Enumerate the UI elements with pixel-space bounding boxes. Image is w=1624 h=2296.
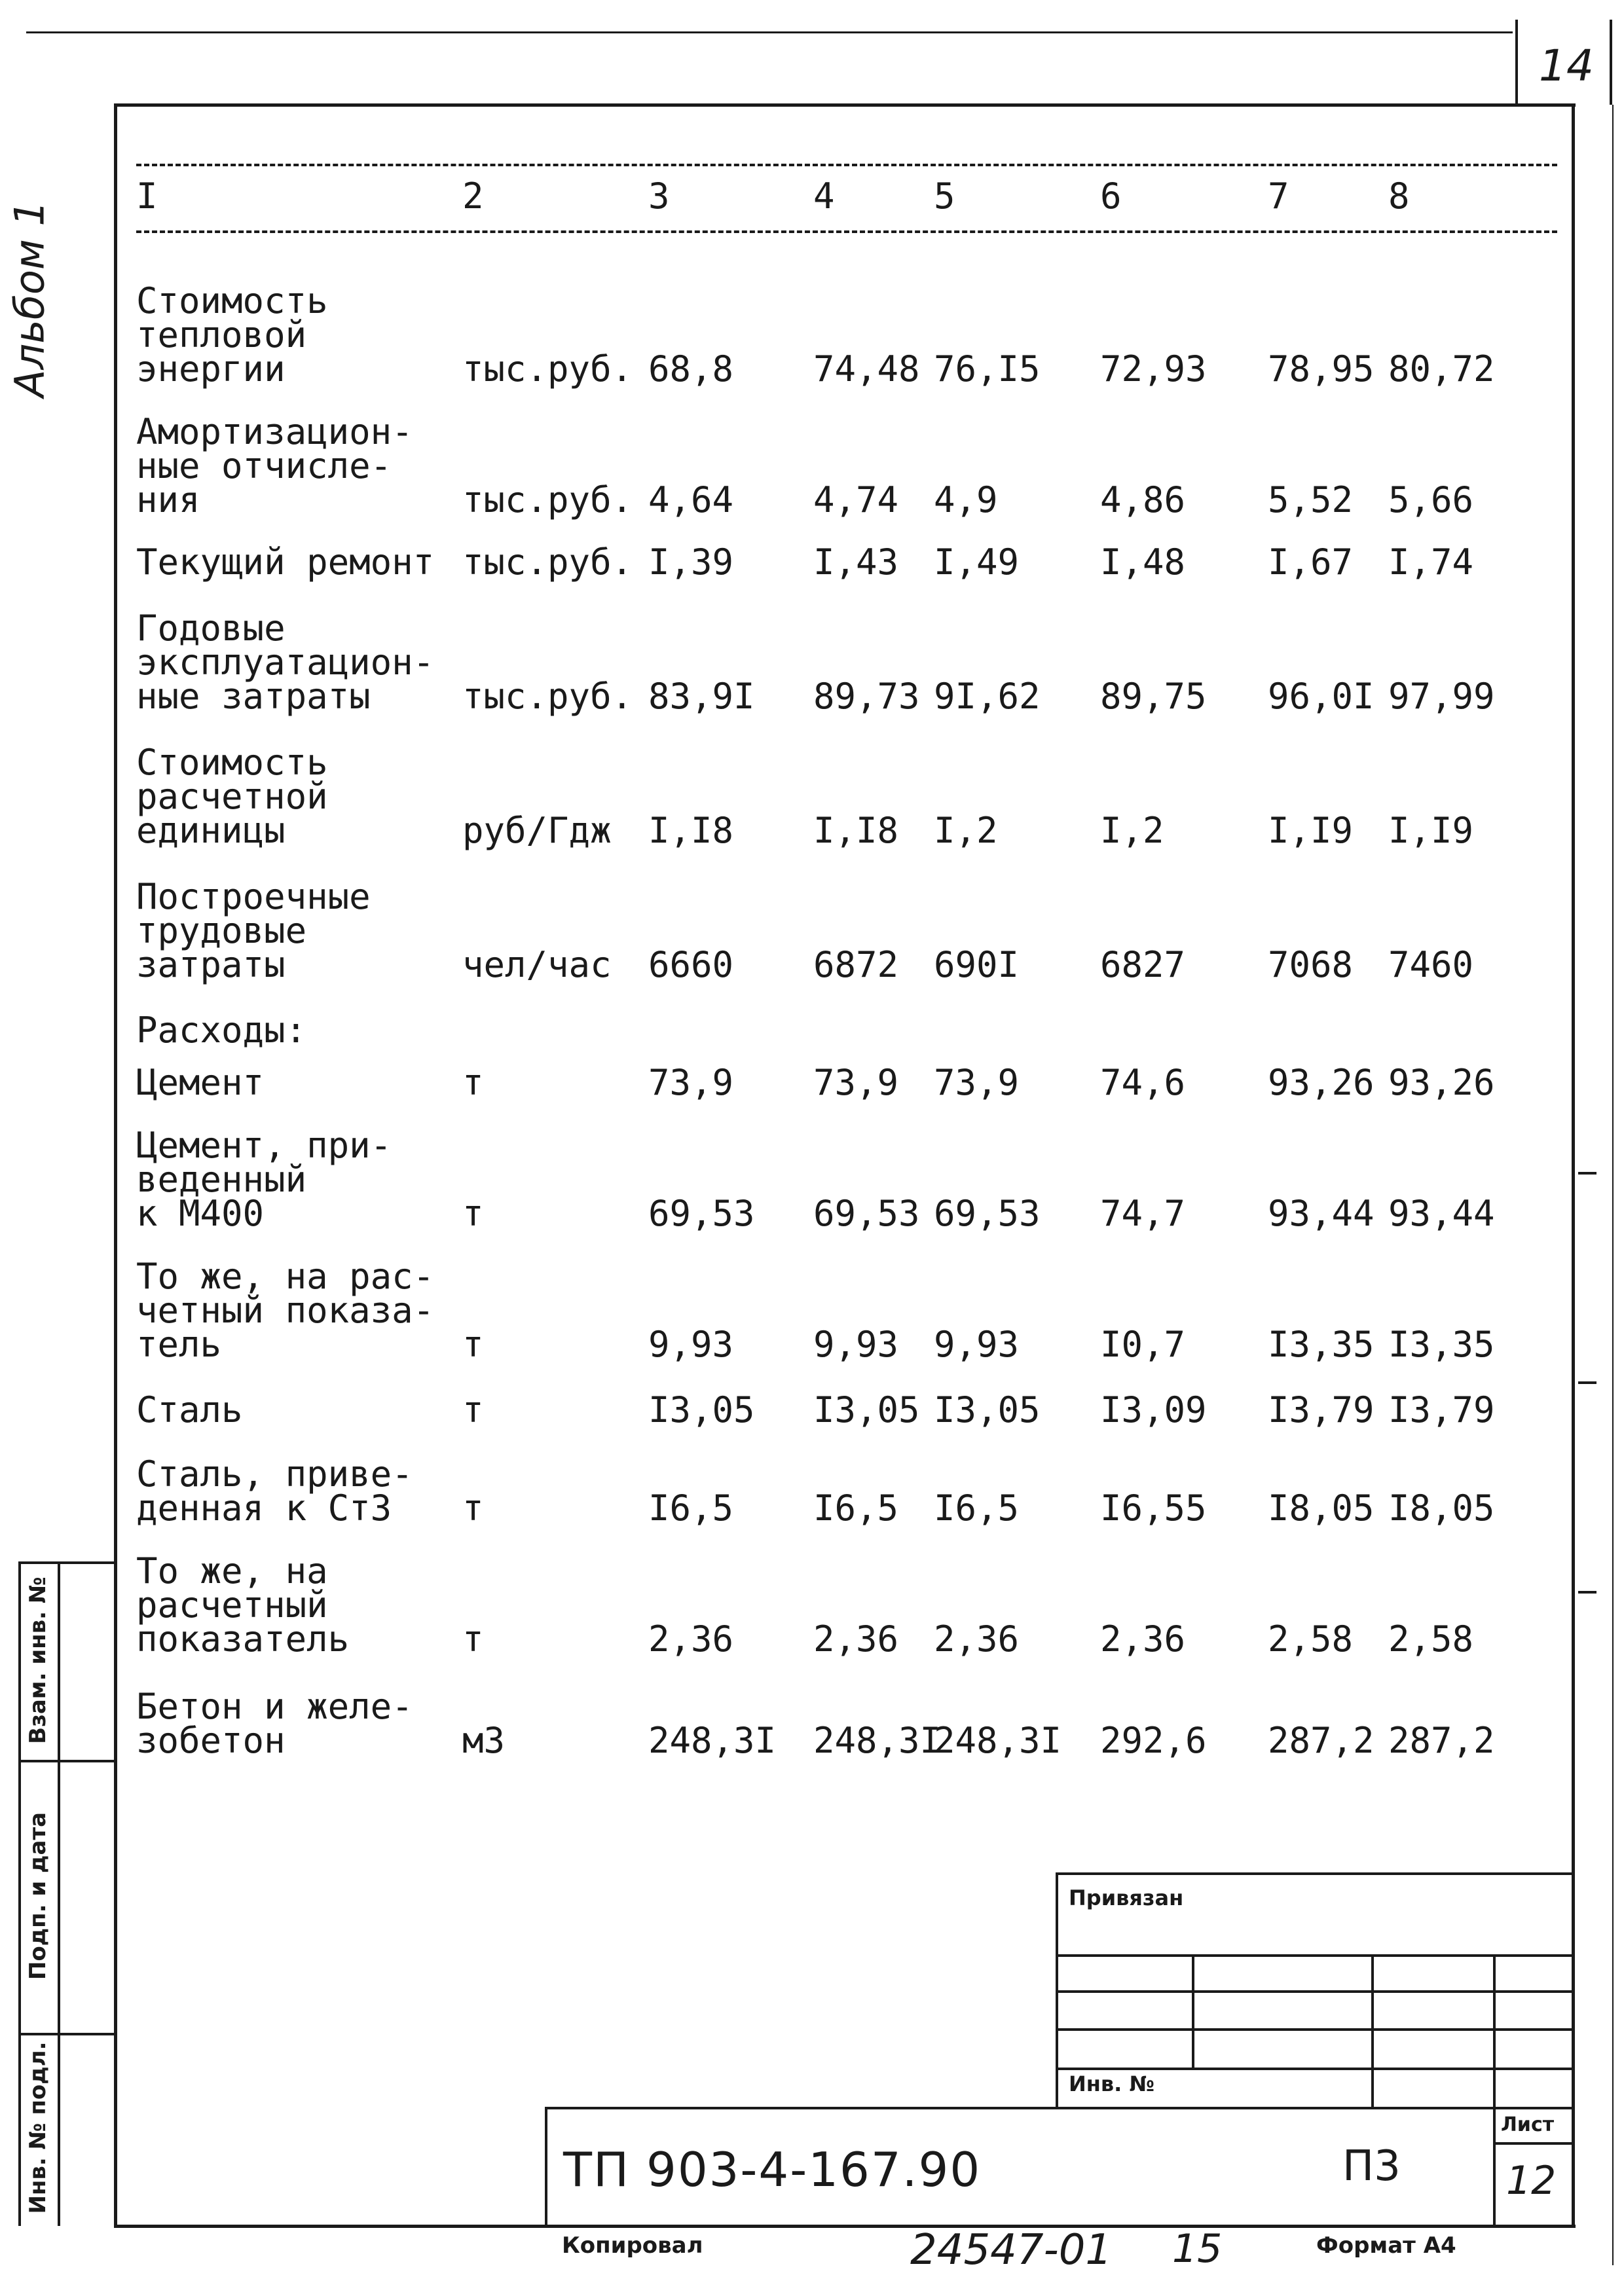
- header-cell: I: [136, 175, 158, 217]
- value-cell: 97,99: [1388, 676, 1495, 717]
- value-cell: I,2: [934, 810, 998, 851]
- value-cell: 4,9: [934, 479, 998, 520]
- value-cell: I,39: [648, 541, 734, 583]
- value-cell: 76,I5: [934, 348, 1041, 390]
- page-number-box-right: [1610, 20, 1612, 105]
- value-cell: 5,52: [1268, 479, 1354, 520]
- value-cell: I,67: [1268, 541, 1354, 583]
- sheet-number: 12: [1506, 2158, 1557, 2204]
- unit-cell: тыс.руб.: [462, 541, 633, 583]
- stamp-col-2: [1371, 1954, 1374, 2108]
- value-cell: 93,44: [1268, 1193, 1375, 1234]
- value-cell: 7068: [1268, 944, 1354, 985]
- unit-cell: м3: [462, 1720, 506, 1761]
- value-cell: 83,9I: [648, 676, 755, 717]
- sheet-box-sep: [1493, 2142, 1573, 2145]
- value-cell: 73,9: [813, 1062, 899, 1103]
- row-label: Цемент: [136, 1062, 265, 1103]
- stamp-col-3: [1493, 1954, 1496, 2108]
- header-cell: 2: [462, 175, 484, 217]
- value-cell: I,49: [934, 541, 1020, 583]
- value-cell: 6872: [813, 944, 899, 985]
- value-cell: I,74: [1388, 541, 1474, 583]
- value-cell: 89,75: [1100, 676, 1207, 717]
- value-cell: 5,66: [1388, 479, 1474, 520]
- unit-cell: тыс.руб.: [462, 479, 633, 520]
- unit-cell: т: [462, 1062, 484, 1103]
- row-label: Амортизацион- ные отчисле- ния: [136, 411, 413, 520]
- value-cell: 93,44: [1388, 1193, 1495, 1234]
- side-stamp-sep-2: [18, 2033, 114, 2035]
- value-cell: I6,5: [934, 1487, 1020, 1529]
- side-stamp-top: [18, 1561, 114, 1564]
- value-cell: 69,53: [934, 1193, 1041, 1234]
- value-cell: I3,79: [1388, 1389, 1495, 1430]
- value-cell: 9,93: [813, 1324, 899, 1365]
- side-stamp-divider: [58, 1561, 60, 2226]
- sign-date-label: Подп. и дата: [25, 1812, 51, 1980]
- edge-tick: [1578, 1591, 1596, 1594]
- value-cell: 80,72: [1388, 348, 1495, 390]
- replaced-inv-label: Взам. инв. №: [25, 1576, 51, 1744]
- unit-cell: т: [462, 1487, 484, 1529]
- page-number-box-left: [1515, 20, 1518, 105]
- unit-cell: т: [462, 1389, 484, 1430]
- header-cell: 4: [813, 175, 835, 217]
- side-stamp-sep-1: [18, 1760, 114, 1762]
- value-cell: 287,2: [1268, 1720, 1375, 1761]
- row-label: Годовые эксплуатацион- ные затраты: [136, 608, 435, 717]
- unit-cell: т: [462, 1618, 484, 1660]
- edge-tick: [1578, 1381, 1596, 1384]
- unit-cell: тыс.руб.: [462, 676, 633, 717]
- value-cell: I6,55: [1100, 1487, 1207, 1529]
- value-cell: 2,36: [813, 1618, 899, 1660]
- value-cell: I3,35: [1388, 1324, 1495, 1365]
- value-cell: 690I: [934, 944, 1020, 985]
- row-label: Цемент, при- веденный к М400: [136, 1125, 392, 1234]
- row-label: Текущий ремонт: [136, 541, 435, 583]
- value-cell: I,I9: [1268, 810, 1354, 851]
- value-cell: I0,7: [1100, 1324, 1186, 1365]
- value-cell: 74,7: [1100, 1193, 1186, 1234]
- value-cell: 93,26: [1388, 1062, 1495, 1103]
- value-cell: I3,79: [1268, 1389, 1375, 1430]
- format-label: Формат А4: [1316, 2232, 1456, 2259]
- frame-top: [114, 103, 1576, 107]
- row-label: Бетон и желе- зобетон: [136, 1686, 413, 1761]
- sheet-label: Лист: [1501, 2113, 1555, 2136]
- value-cell: I8,05: [1268, 1487, 1375, 1529]
- value-cell: I3,09: [1100, 1389, 1207, 1430]
- value-cell: I,48: [1100, 541, 1186, 583]
- value-cell: I,2: [1100, 810, 1164, 851]
- value-cell: I,I9: [1388, 810, 1474, 851]
- header-cell: 6: [1100, 175, 1122, 217]
- right-margin-line: [1612, 105, 1614, 2265]
- value-cell: 74,6: [1100, 1062, 1186, 1103]
- unit-cell: тыс.руб.: [462, 348, 633, 390]
- value-cell: 4,86: [1100, 479, 1186, 520]
- value-cell: 248,3I: [934, 1720, 1062, 1761]
- value-cell: 292,6: [1100, 1720, 1207, 1761]
- header-cell: 8: [1388, 175, 1410, 217]
- value-cell: I,I8: [648, 810, 734, 851]
- value-cell: I,43: [813, 541, 899, 583]
- value-cell: 74,48: [813, 348, 920, 390]
- value-cell: I6,5: [648, 1487, 734, 1529]
- stamp-top: [1056, 1872, 1573, 1875]
- header-cell: 5: [934, 175, 955, 217]
- title-block-top: [545, 2107, 1573, 2109]
- copied-label: Копировал: [562, 2232, 703, 2259]
- document-code: ТП 903-4-167.90: [563, 2142, 982, 2197]
- row-label: Сталь: [136, 1389, 243, 1430]
- inv-original-label: Инв. № подл.: [25, 2041, 51, 2214]
- header-cell: 3: [648, 175, 670, 217]
- unit-cell: т: [462, 1324, 484, 1365]
- value-cell: 2,58: [1268, 1618, 1354, 1660]
- unit-cell: руб/Гдж: [462, 810, 612, 851]
- value-cell: I6,5: [813, 1487, 899, 1529]
- value-cell: 248,3I: [648, 1720, 777, 1761]
- value-cell: 93,26: [1268, 1062, 1375, 1103]
- value-cell: 2,58: [1388, 1618, 1474, 1660]
- side-stamp-left: [18, 1561, 21, 2226]
- value-cell: 9I,62: [934, 676, 1041, 717]
- footer-number: 24547-01: [910, 2226, 1113, 2274]
- value-cell: 73,9: [934, 1062, 1020, 1103]
- value-cell: 9,93: [648, 1324, 734, 1365]
- stamp-col-1: [1192, 1954, 1194, 2068]
- section-code: П3: [1342, 2142, 1401, 2191]
- row-label: Стоимость расчетной единицы: [136, 742, 328, 851]
- value-cell: I3,35: [1268, 1324, 1375, 1365]
- sheet-box-left: [1493, 2107, 1496, 2226]
- value-cell: 248,3I: [813, 1720, 942, 1761]
- unit-cell: чел/час: [462, 944, 612, 985]
- album-label: Альбом 1: [5, 200, 54, 397]
- row-label: То же, на рас- четный показа- тель: [136, 1256, 435, 1365]
- unit-cell: т: [462, 1193, 484, 1234]
- value-cell: 73,9: [648, 1062, 734, 1103]
- value-cell: I3,05: [934, 1389, 1041, 1430]
- value-cell: I3,05: [813, 1389, 920, 1430]
- value-cell: 2,36: [934, 1618, 1020, 1660]
- value-cell: I,I8: [813, 810, 899, 851]
- value-cell: 96,0I: [1268, 676, 1375, 717]
- value-cell: 6827: [1100, 944, 1186, 985]
- value-cell: 72,93: [1100, 348, 1207, 390]
- value-cell: I3,05: [648, 1389, 755, 1430]
- title-block-left: [545, 2107, 547, 2226]
- row-label: Стоимость тепловой энергии: [136, 280, 328, 390]
- row-label: Построечные трудовые затраты: [136, 876, 371, 985]
- inv-no-label: Инв. №: [1069, 2071, 1154, 2096]
- value-cell: 4,64: [648, 479, 734, 520]
- value-cell: 2,36: [1100, 1618, 1186, 1660]
- row-label: То же, на расчетный показатель: [136, 1550, 350, 1660]
- value-cell: 6660: [648, 944, 734, 985]
- edge-tick: [1578, 1172, 1596, 1175]
- frame-bottom: [114, 2225, 1576, 2228]
- value-cell: 69,53: [648, 1193, 755, 1234]
- row-label: Сталь, приве- денная к Ст3: [136, 1453, 413, 1529]
- footer-extra: 15: [1172, 2226, 1223, 2272]
- value-cell: 89,73: [813, 676, 920, 717]
- value-cell: I8,05: [1388, 1487, 1495, 1529]
- value-cell: 4,74: [813, 479, 899, 520]
- page-number: 14: [1539, 41, 1594, 91]
- value-cell: 69,53: [813, 1193, 920, 1234]
- value-cell: 287,2: [1388, 1720, 1495, 1761]
- value-cell: 9,93: [934, 1324, 1020, 1365]
- row-label: Расходы:: [136, 1010, 307, 1051]
- value-cell: 2,36: [648, 1618, 734, 1660]
- table-row: [0, 1496, 1624, 1761]
- value-cell: 78,95: [1268, 348, 1375, 390]
- top-rule: [26, 31, 1513, 33]
- value-cell: 68,8: [648, 348, 734, 390]
- value-cell: 7460: [1388, 944, 1474, 985]
- privyazan-label: Привязан: [1069, 1886, 1184, 1910]
- header-cell: 7: [1268, 175, 1289, 217]
